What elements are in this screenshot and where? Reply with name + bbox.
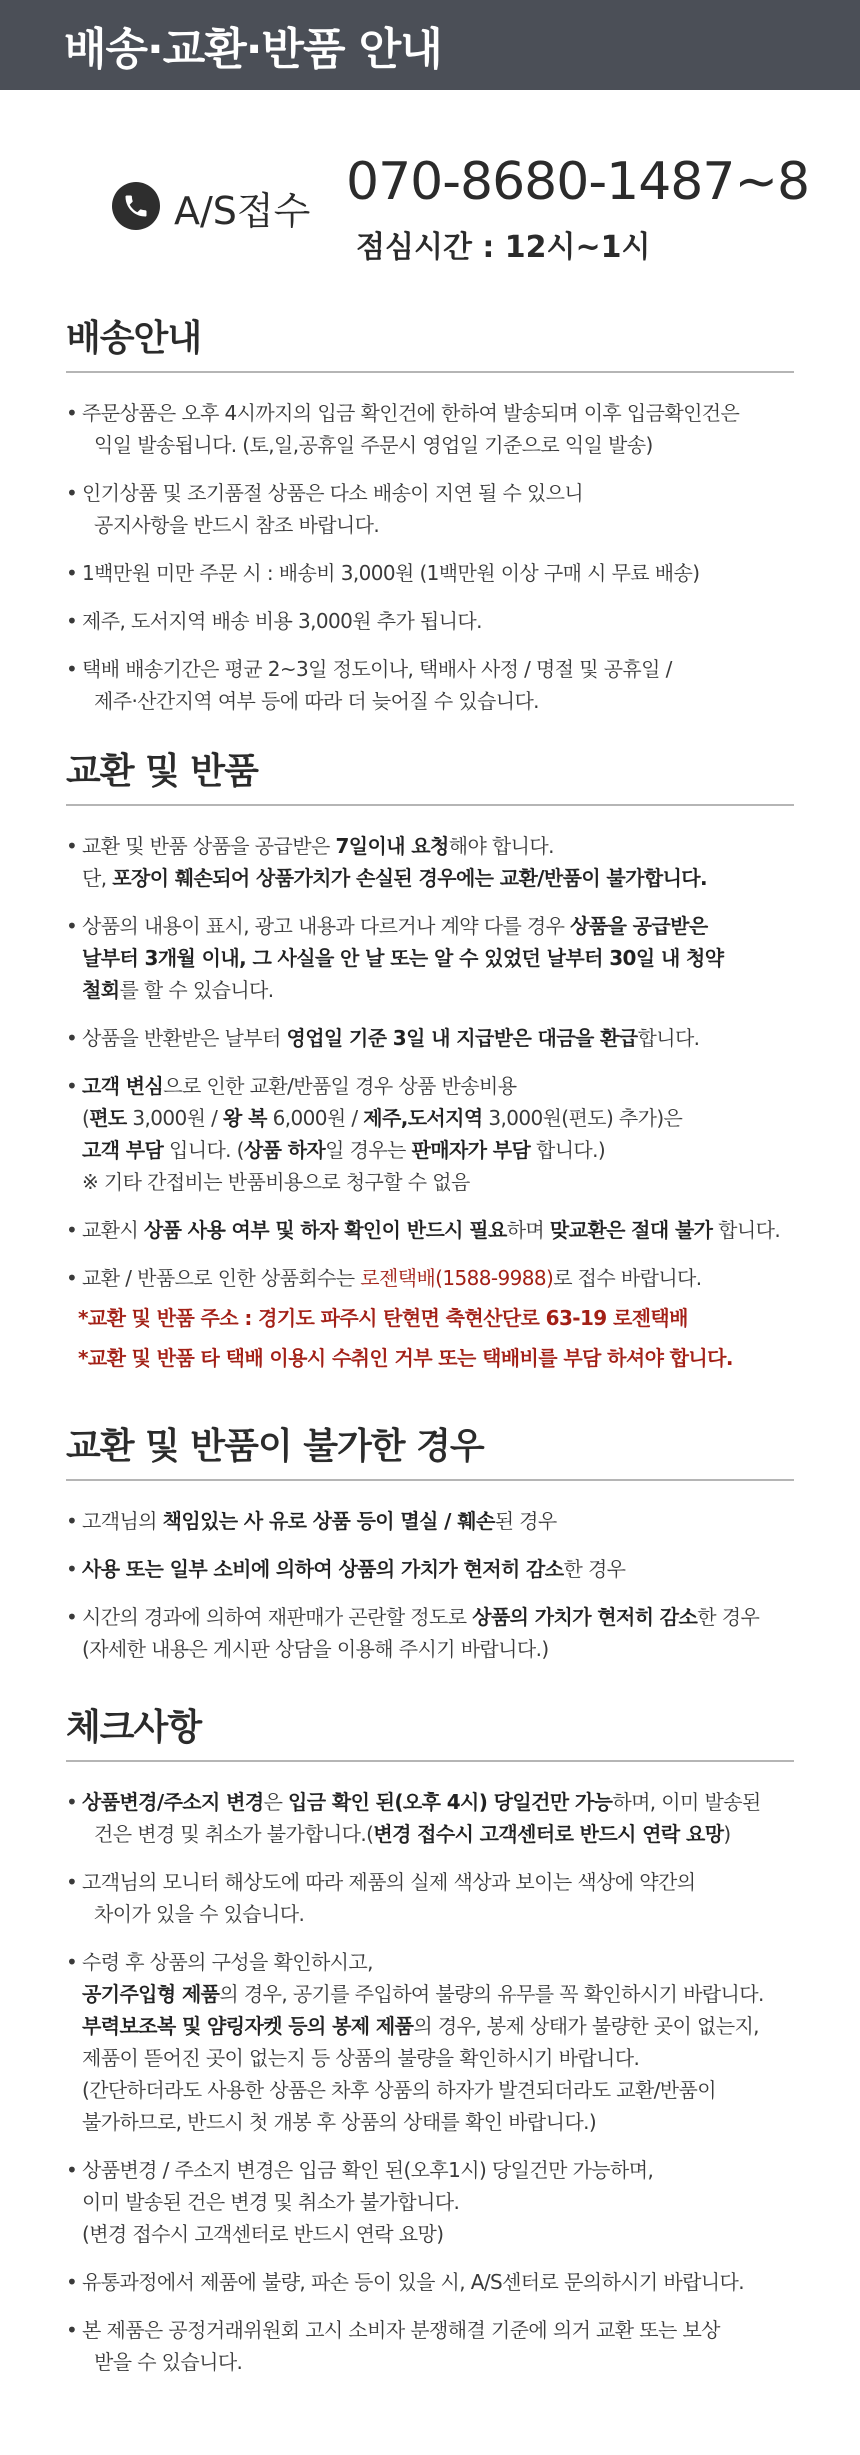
list-item: • 교환시 상품 사용 여부 및 하자 확인이 반드시 필요하며 맞교환은 절대 불가 합니다. [66, 1214, 794, 1246]
list-item: • 유통과정에서 제품에 불량, 파손 등이 있을 시, A/S센터로 문의하시기 바랍니다. [66, 2266, 794, 2298]
section-title: 배송안내 [66, 310, 794, 373]
list-item: • 택배 배송기간은 평균 2~3일 정도이나, 택배사 사정 / 명절 및 공휴일 / 제주·산간지역 여부 등에 따라 더 늦어질 수 있습니다. [66, 653, 794, 717]
list-item: • 고객 변심으로 인한 교환/반품일 경우 상품 반송비용 (편도 3,000원 / 왕 복 6,000원 / 제주,도서지역 3,000원(편도) 추가)은 고객 부담 입니다. (상품 하자일 경우는 판매자가 부담 합니다.) ※ 기타 간접비는 반품비용으로 청구할 수 없음 [66, 1070, 794, 1198]
list-item: • 수령 후 상품의 구성을 확인하시고, 공기주입형 제품의 경우, 공기를 주입하여 불량의 유무를 꼭 확인하시기 바랍니다. 부력보조복 및 얌링자켓 등의 봉제 제품의 경우, 봉제 상태가 불량한 곳이 없는지, 제품이 뜯어진 곳이 없는지 등 상품의 불량을 확인하시기 바랍니다. (간단하더라도 사용한 상품은 차후 상품의 하자가 발견되더라도 교환/반품이 불가하므로, 반드시 첫 개봉 후 상품의 상태를 확인 바랍니다.) [66, 1946, 794, 2138]
return-address-note: *교환 및 반품 주소 : 경기도 파주시 탄현면 축현산단로 63-19 로젠택배 [78, 1306, 688, 1330]
list-item: • 상품변경/주소지 변경은 입금 확인 된(오후 4시) 당일건만 가능하며, 이미 발송된 건은 변경 및 취소가 불가합니다.(변경 접수시 고객센터로 반드시 연락 요망) [66, 1786, 794, 1850]
not-allowed-section [0, 1418, 860, 1665]
courier-contact: 로젠택배(1588-9988) [360, 1266, 554, 1290]
phone-icon [112, 182, 160, 230]
list-item: • 상품의 내용이 표시, 광고 내용과 다르거나 계약 다를 경우 상품을 공급받은 날부터 3개월 이내, 그 사실을 안 날 또는 알 수 있었던 날부터 30일 내 청약 철회를 할 수 있습니다. [66, 910, 794, 1006]
list-item: • 주문상품은 오후 4시까지의 입금 확인건에 한하여 발송되며 이후 입금확인건은 익일 발송됩니다. (토,일,공휴일 주문시 영업일 기준으로 익일 발송) [66, 397, 794, 461]
list-item: • 시간의 경과에 의하여 재판매가 곤란할 정도로 상품의 가치가 현저히 감소한 경우 (자세한 내용은 게시판 상담을 이용해 주시기 바랍니다.) [66, 1601, 794, 1665]
as-label: A/S접수 [174, 189, 311, 233]
list-item: • 교환 및 반품 상품을 공급받은 7일이내 요청해야 합니다. 단, 포장이 훼손되어 상품가치가 손실된 경우에는 교환/반품이 불가합니다. [66, 830, 794, 894]
lunch-hours: 점심시간 : 12시~1시 [356, 230, 651, 265]
section-title: 교환 및 반품이 불가한 경우 [66, 1418, 794, 1481]
list-item: • 상품변경 / 주소지 변경은 입금 확인 된(오후1시) 당일건만 가능하며, 이미 발송된 건은 변경 및 취소가 불가합니다. (변경 접수시 고객센터로 반드시 연락 요망) [66, 2154, 794, 2250]
as-contact [0, 90, 860, 310]
list-item: • 상품을 반환받은 날부터 영업일 기준 3일 내 지급받은 대금을 환급합니다. [66, 1022, 794, 1054]
list-item: • 제주, 도서지역 배송 비용 3,000원 추가 됩니다. [66, 605, 794, 637]
courier-warning-note: *교환 및 반품 타 택배 이용시 수취인 거부 또는 택배비를 부담 하셔야 합니다. [78, 1346, 733, 1370]
list-item: • 고객님의 책임있는 사 유로 상품 등이 멸실 / 훼손된 경우 [66, 1505, 794, 1537]
check-section [0, 1699, 860, 2378]
list-item: • 인기상품 및 조기품절 상품은 다소 배송이 지연 될 수 있으니 공지사항을 반드시 참조 바랍니다. [66, 477, 794, 541]
list-item: • 본 제품은 공정거래위원회 고시 소비자 분쟁해결 기준에 의거 교환 또는 보상 받을 수 있습니다. [66, 2314, 794, 2378]
header-bar [0, 0, 860, 90]
shipping-section [0, 310, 860, 717]
page-title: 배송·교환·반품 안내 [64, 24, 442, 75]
list-item: • 고객님의 모니터 해상도에 따라 제품의 실제 색상과 보이는 색상에 약간의 차이가 있을 수 있습니다. [66, 1866, 794, 1930]
as-phone-number: 070-8680-1487~8 [346, 152, 810, 212]
exchange-section [0, 743, 860, 1378]
list-item: • 1백만원 미만 주문 시 : 배송비 3,000원 (1백만원 이상 구매 시 무료 배송) [66, 557, 794, 589]
list-item: • 교환 / 반품으로 인한 상품회수는 로젠택배(1588-9988)로 접수 바랍니다. [66, 1262, 794, 1294]
list-item: • 사용 또는 일부 소비에 의하여 상품의 가치가 현저히 감소한 경우 [66, 1553, 794, 1585]
section-title: 체크사항 [66, 1699, 794, 1762]
section-title: 교환 및 반품 [66, 743, 794, 806]
